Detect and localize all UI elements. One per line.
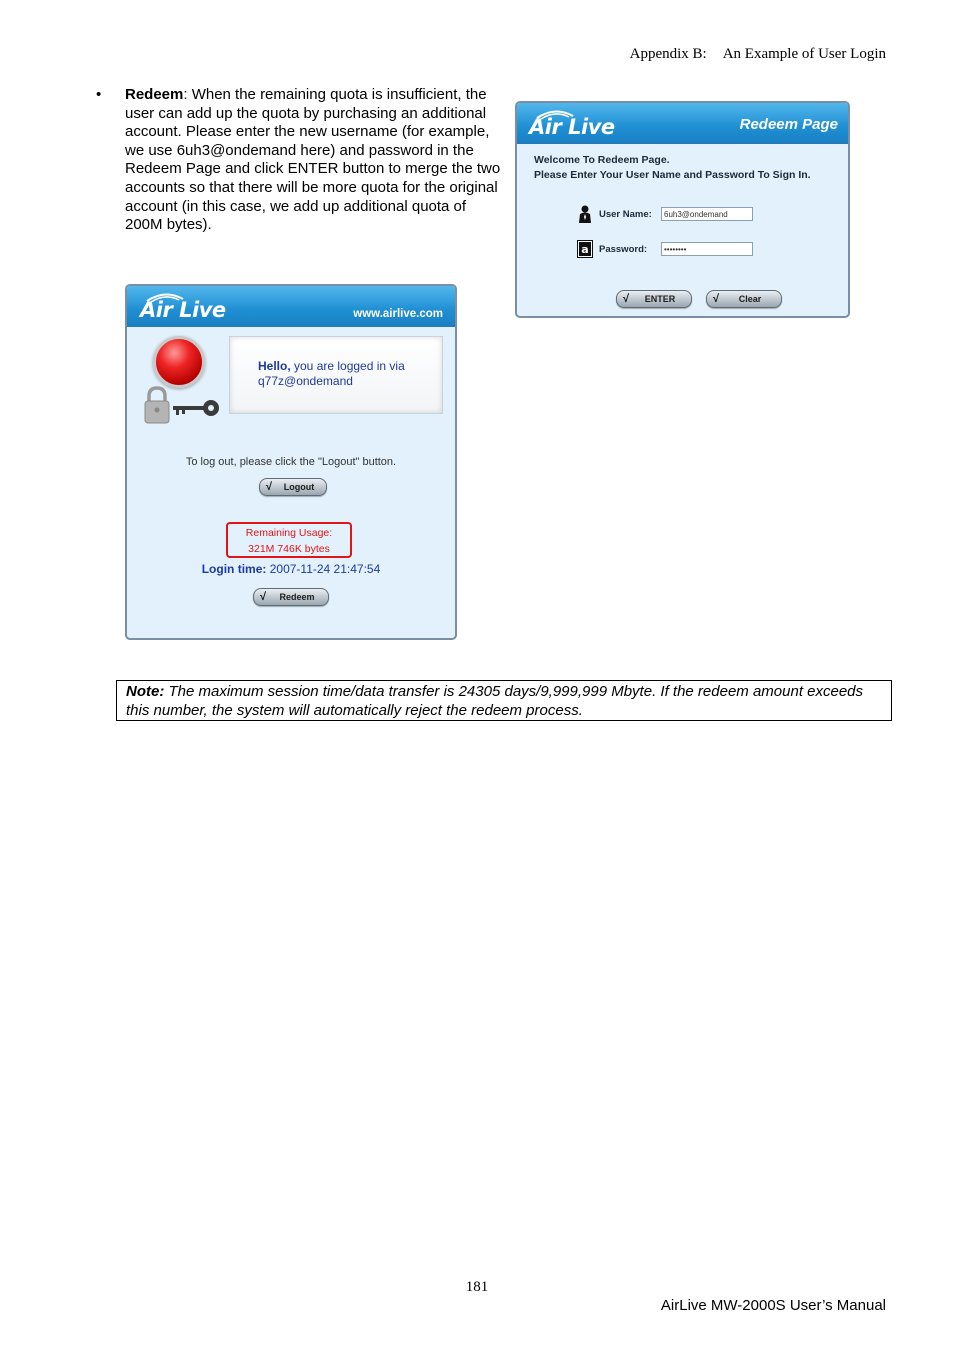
note-text: The maximum session time/data transfer is 24305 days/9,999,999 Mbyte. If the redeem amount exceeds this number, the system will automatically reject the redeem process. (126, 683, 864, 719)
note-label: Note: (126, 683, 165, 700)
redeem-button-label: Redeem (279, 592, 315, 602)
airlive-logo: Air Live (140, 298, 226, 322)
remaining-usage-box (226, 522, 352, 558)
logout-hint: To log out, please click the "Logout" button. (185, 456, 397, 468)
password-label: Password: (599, 244, 648, 255)
login-time (127, 562, 455, 576)
airlive-url: www.airlive.com (353, 308, 443, 320)
redeem-welcome (534, 153, 811, 182)
greeting-hello: Hello, (258, 359, 291, 373)
login-status-window (125, 284, 457, 640)
svg-text:a: a (581, 243, 589, 256)
status-title-bar (127, 286, 455, 327)
manual-title: AirLive MW-2000S User’s Manual (660, 1297, 886, 1314)
lock-key-icon (143, 386, 223, 426)
header-section: Appendix B: (629, 46, 707, 62)
check-icon: √ (713, 293, 720, 305)
bullet-term: Redeem (125, 86, 184, 103)
username-input[interactable]: 6uh3@ondemand (661, 207, 753, 221)
user-icon (577, 205, 593, 223)
check-icon: √ (260, 591, 267, 603)
welcome-line-1: Welcome To Redeem Page. (534, 154, 670, 166)
password-input[interactable]: •••••••• (661, 242, 753, 256)
redeem-title-bar (517, 103, 848, 144)
redeem-page-window (515, 101, 850, 318)
note-box (116, 680, 892, 721)
login-time-value: 2007-11-24 21:47:54 (269, 562, 381, 576)
remaining-usage-value: 321M 746K bytes (248, 543, 330, 555)
enter-button[interactable] (616, 290, 692, 308)
bullet-paragraph (125, 86, 506, 235)
remaining-usage-label: Remaining Usage: (245, 527, 333, 539)
logout-button[interactable] (259, 478, 327, 496)
clear-button[interactable] (706, 290, 782, 308)
username-label: User Name: (599, 209, 652, 220)
welcome-line-2: Please Enter Your User Name and Password To Sign In. (534, 168, 811, 181)
greeting-rest: you are logged in via (290, 359, 405, 373)
clear-button-label: Clear (738, 294, 762, 304)
logged-in-account: q77z@ondemand (258, 374, 353, 388)
greeting-box (229, 336, 443, 414)
bullet-symbol: • (96, 86, 102, 103)
login-time-label: Login time: (201, 562, 267, 576)
password-icon (577, 240, 593, 258)
redeem-button[interactable] (253, 588, 329, 606)
greeting-text (258, 359, 405, 389)
enter-button-label: ENTER (644, 294, 676, 304)
bullet-text: : When the remaining quota is insufficient, the user can add up the quota by purchasing an additional account. Please enter the new username (for example, we use 6uh3@ondemand here) and password in the Redeem Page and click ENTER button to merge the two accounts so that there will be more quota for the original account (in this case, we add up additional quota of 200M bytes). (125, 86, 501, 234)
check-icon: √ (266, 481, 273, 493)
header-title: An Example of User Login (722, 46, 886, 62)
logout-button-label: Logout (283, 482, 315, 492)
page-header (630, 46, 886, 63)
airlive-logo: Air Live (529, 115, 615, 139)
page-number: 181 (465, 1279, 489, 1295)
redeem-page-title: Redeem Page (739, 116, 838, 133)
redeem-bullet (96, 86, 506, 235)
status-light-icon (153, 336, 205, 388)
check-icon: √ (623, 293, 630, 305)
